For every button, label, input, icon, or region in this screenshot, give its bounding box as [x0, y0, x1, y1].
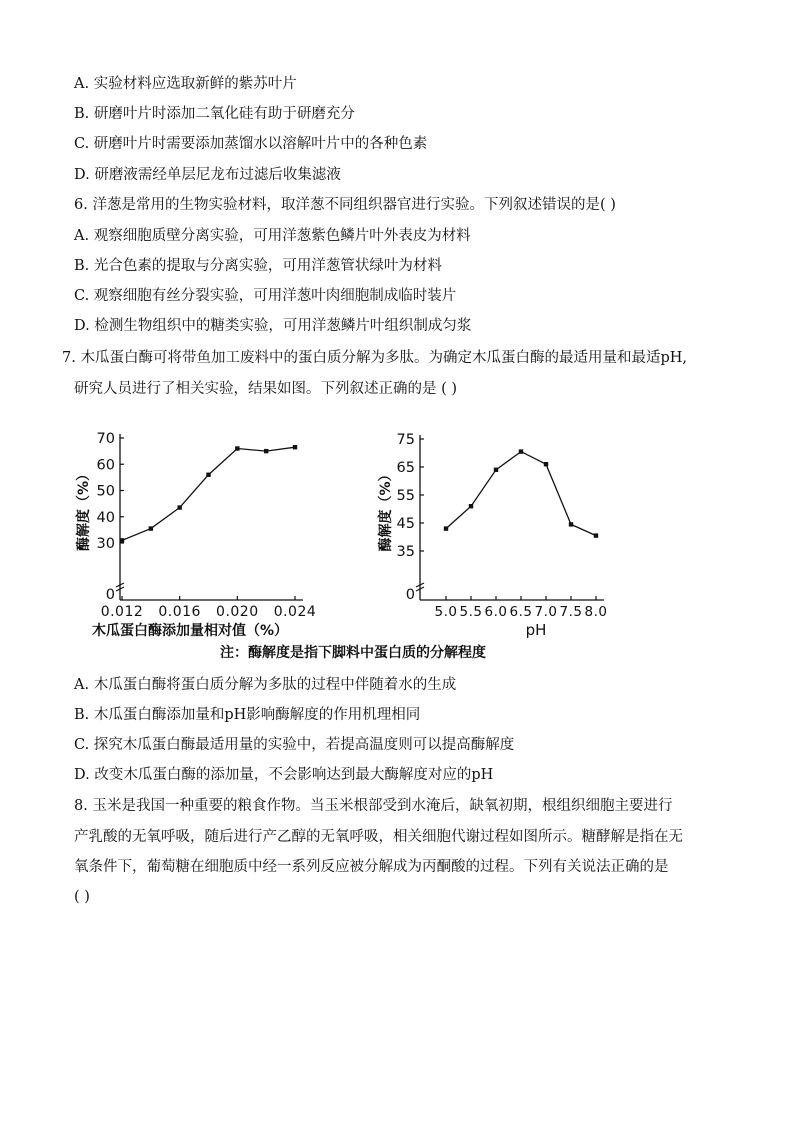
chart-note: 注：酶解度是指下脚料中蛋白质的分解程度	[220, 645, 486, 661]
y-tick-label: 65	[396, 460, 415, 476]
data-point	[469, 504, 473, 508]
y-tick-label: 45	[396, 516, 415, 532]
y-tick-label: 75	[396, 432, 415, 448]
data-point	[519, 449, 523, 453]
chart-ph	[370, 430, 620, 640]
data-point	[569, 522, 573, 526]
data-point	[544, 462, 548, 466]
q7-stem-line-1: 7. 木瓜蛋白酶可将带鱼加工废料中的蛋白质分解为多肽。为确定木瓜蛋白酶的最适用量和最适pH,	[62, 350, 687, 366]
y-tick-label: 35	[396, 544, 415, 560]
y-zero-label: 0	[105, 587, 115, 603]
q6-stem: 6. 洋葱是常用的生物实验材料，取洋葱不同组织器官进行实验。下列叙述错误的是( )	[74, 197, 616, 213]
y-axis-label: 酶解度（%）	[76, 466, 92, 552]
y-tick-label: 50	[96, 483, 115, 500]
data-point	[177, 505, 181, 509]
q5-option-b: B. 研磨叶片时添加二氧化硅有助于研磨充分	[74, 106, 355, 122]
data-point	[206, 473, 210, 477]
data-point	[293, 445, 297, 449]
data-point	[444, 526, 448, 530]
q7-option-a: A. 木瓜蛋白酶将蛋白质分解为多肽的过程中伴随着水的生成	[74, 677, 457, 693]
x-tick-label: 6.5	[509, 604, 533, 620]
q8-stem-line-3: 氧条件下，葡萄糖在细胞质中经一系列反应被分解成为丙酮酸的过程。下列有关说法正确的是	[74, 859, 669, 875]
q5-option-a: A. 实验材料应选取新鲜的紫苏叶片	[74, 76, 297, 92]
q5-option-c: C. 研磨叶片时需要添加蒸馏水以溶解叶片中的各种色素	[74, 136, 428, 152]
q7-stem-line-2: 研究人员进行了相关实验，结果如图。下列叙述正确的是 ( )	[74, 381, 458, 397]
x-tick-label: 5.5	[459, 604, 483, 620]
data-point	[594, 533, 598, 537]
chart-dosage	[70, 430, 340, 640]
q6-option-a: A. 观察细胞质壁分离实验，可用洋葱紫色鳞片叶外表皮为材料	[74, 228, 471, 244]
series-line	[446, 452, 596, 536]
y-zero-label: 0	[405, 587, 415, 603]
x-tick-label: 7.5	[559, 604, 583, 620]
q7-option-b: B. 木瓜蛋白酶添加量和pH影响酶解度的作用机理相同	[74, 707, 421, 723]
data-point	[235, 446, 239, 450]
q7-option-c: C. 探究木瓜蛋白酶最适用量的实验中，若提高温度则可以提高酶解度	[74, 737, 515, 753]
q5-option-d: D. 研磨液需经单层尼龙布过滤后收集滤液	[74, 167, 341, 183]
x-axis-label: pH	[525, 621, 547, 639]
q8-stem-line-4: ( )	[74, 889, 90, 905]
q8-stem-line-1: 8. 玉米是我国一种重要的粮食作物。当玉米根部受到水淹后，缺氧初期，根组织细胞主要进行	[74, 798, 673, 814]
x-tick-label: 6.0	[484, 604, 508, 620]
y-tick-label: 55	[396, 488, 415, 504]
y-tick-label: 60	[96, 457, 115, 474]
data-point	[149, 526, 153, 530]
x-tick-label: 7.0	[534, 604, 558, 620]
q6-option-b: B. 光合色素的提取与分离实验，可用洋葱管状绿叶为材料	[74, 258, 442, 274]
y-axis-label: 酶解度（%）	[378, 467, 394, 552]
q6-option-d: D. 检测生物组织中的糖类实验，可用洋葱鳞片叶组织制成匀浆	[74, 318, 472, 334]
series-line	[122, 447, 295, 540]
q6-option-c: C. 观察细胞有丝分裂实验，可用洋葱叶肉细胞制成临时装片	[74, 288, 457, 304]
x-tick-label: 0.012	[100, 604, 144, 620]
x-tick-label: 0.016	[158, 604, 201, 620]
q8-stem-line-2: 产乳酸的无氧呼吸，随后进行产乙醇的无氧呼吸，相关细胞代谢过程如图所示。糖酵解是指在无	[74, 829, 683, 845]
y-tick-label: 30	[96, 536, 115, 552]
chart-ph-svg	[370, 430, 620, 640]
y-tick-label: 70	[96, 431, 115, 447]
data-point	[494, 468, 498, 472]
data-point	[264, 449, 268, 453]
x-tick-label: 8.0	[584, 604, 608, 620]
x-tick-label: 5.0	[434, 604, 458, 620]
x-tick-label: 0.024	[273, 604, 317, 620]
data-point	[120, 538, 124, 542]
q7-option-d: D. 改变木瓜蛋白酶的添加量，不会影响达到最大酶解度对应的pH	[74, 767, 494, 783]
x-axis-label: 木瓜蛋白酶添加量相对值（%）	[91, 623, 289, 639]
chart-dosage-svg	[70, 430, 340, 640]
y-tick-label: 40	[96, 509, 115, 526]
x-tick-label: 0.020	[216, 604, 259, 620]
